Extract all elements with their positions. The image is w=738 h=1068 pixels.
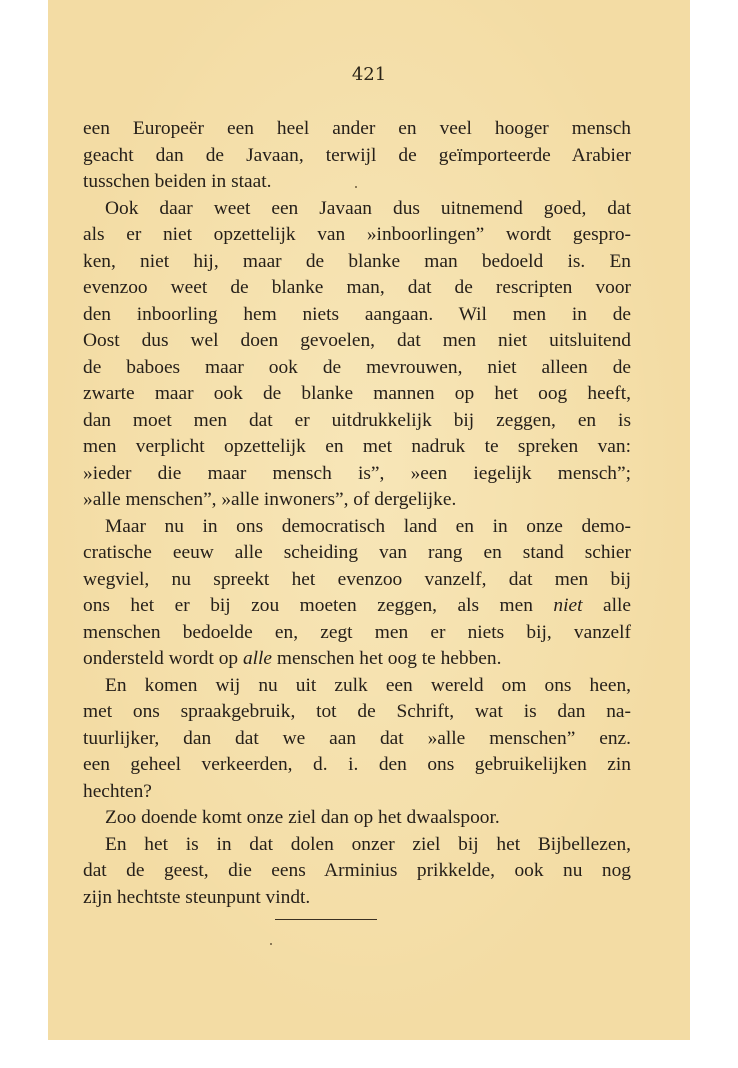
paragraph — [83, 116, 631, 196]
text-line: ons het er bij zou moeten zeggen, als men niet alle — [83, 595, 631, 616]
text-line: Maar nu in ons democratisch land en in onze demo- — [105, 515, 631, 537]
text-line: menschen bedoelde en, zegt men er niets bij, vanzelf — [83, 621, 631, 643]
paragraph — [83, 514, 631, 673]
text-line: Ook daar weet een Javaan dus uitnemend goed, dat — [105, 197, 631, 219]
text-line: »ieder die maar mensch is”, »een iegelijk mensch”; — [83, 462, 631, 484]
text-line: tusschen beiden in staat. — [83, 171, 272, 192]
body-text — [83, 116, 631, 911]
text-line: Oost dus wel doen gevoelen, dat men niet uitsluitend — [83, 330, 631, 351]
section-divider — [275, 919, 377, 920]
text-line: Zoo doende komt onze ziel dan op het dwaalspoor. — [105, 807, 500, 828]
text-line: hechten? — [83, 780, 152, 802]
paragraph — [83, 805, 631, 832]
text-line: ondersteld wordt op alle menschen het oog te hebben. — [83, 648, 502, 669]
text-line: En het is in dat dolen onzer ziel bij het Bijbellezen, — [105, 833, 631, 855]
text-line: een geheel verkeerden, d. i. den ons gebruikelijken zin — [83, 754, 631, 775]
text-line: dan moet men dat er uitdrukkelijk bij zeggen, en is — [83, 409, 631, 431]
paper-speck — [270, 943, 272, 945]
text-line: een Europeër een heel ander en veel hooger mensch — [83, 118, 631, 139]
text-line: den inboorling hem niets aangaan. Wil men in de — [83, 303, 631, 325]
paper-speck — [355, 186, 357, 188]
text-line: geacht dan de Javaan, terwijl de geïmporteerde Arabier — [83, 144, 631, 166]
paragraph — [83, 673, 631, 806]
text-line: de baboes maar ook de mevrouwen, niet alleen de — [83, 356, 631, 378]
text-line: En komen wij nu uit zulk een wereld om ons heen, — [105, 674, 631, 696]
paragraph — [83, 196, 631, 514]
text-line: tuurlijker, dan dat we aan dat »alle menschen” enz. — [83, 727, 631, 749]
text-line: dat de geest, die eens Arminius prikkelde, ook nu nog — [83, 860, 631, 881]
text-line: zijn hechtste steunpunt vindt. — [83, 886, 311, 908]
page-number: 421 — [351, 64, 387, 85]
paragraph — [83, 832, 631, 912]
text-line: cratische eeuw alle scheiding van rang en stand schier — [83, 542, 631, 563]
book-page — [48, 0, 690, 1040]
text-line: zwarte maar ook de blanke mannen op het oog heeft, — [83, 383, 631, 404]
text-line: men verplicht opzettelijk en met nadruk te spreken van: — [83, 436, 631, 457]
text-line: evenzoo weet de blanke man, dat de rescripten voor — [83, 277, 631, 298]
text-line: als er niet opzettelijk van »inboorlingen” wordt gespro- — [83, 224, 631, 245]
text-line: wegviel, nu spreekt het evenzoo vanzelf, dat men bij — [83, 568, 631, 590]
text-line: met ons spraakgebruik, tot de Schrift, wat is dan na- — [83, 701, 631, 722]
text-line: »alle menschen”, »alle inwoners”, of dergelijke. — [83, 489, 457, 510]
text-line: ken, niet hij, maar de blanke man bedoeld is. En — [83, 250, 631, 272]
